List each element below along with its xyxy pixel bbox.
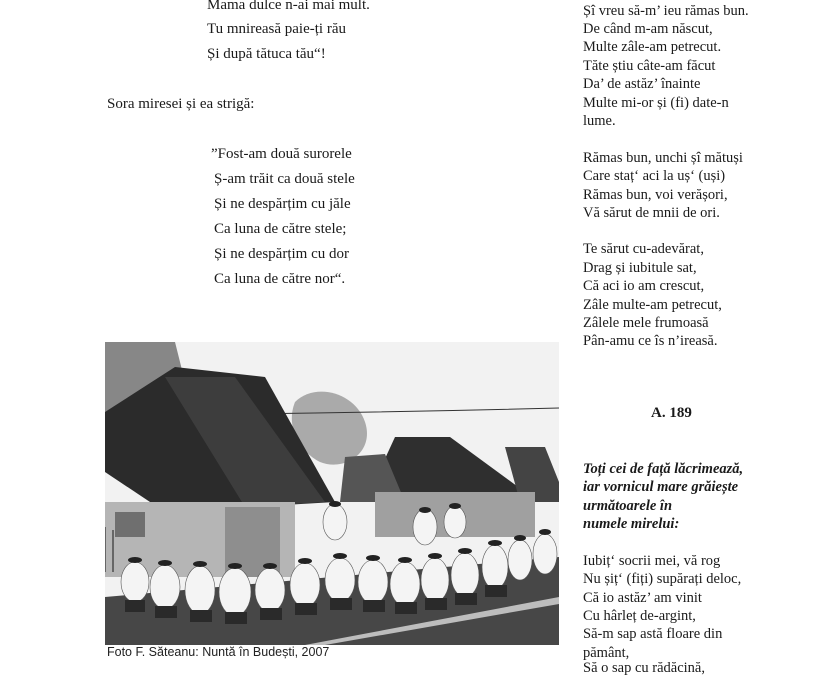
verse-line: Rămas bun, unchi șî mătuși — [583, 150, 743, 166]
verse-line: Să-m sap astă floare din — [583, 626, 723, 642]
poem-line: Tu mnireasă paie-ți rău — [207, 21, 346, 37]
verse-line: Ca luna de către nor“. — [214, 271, 346, 287]
verse-line: Rămas bun, voi verășori, — [583, 187, 728, 203]
verse-line: Nu șiț‘ (fiți) supărați deloc, — [583, 571, 742, 587]
poem-line: Mama dulce n-ai mai mult. — [207, 0, 370, 13]
verse-line: Care staț‘ aci la uș‘ (uși) — [583, 168, 726, 184]
verse-line: Multe mi-or și (fi) date-n — [583, 95, 729, 111]
verse-line: Pân-amu ce îs n’ireasă. — [583, 333, 718, 349]
verse-line: Cu hârleț de-argint, — [583, 608, 696, 624]
intro-line: Toți cei de față lăcrimează, — [583, 461, 744, 477]
narration-text: Sora miresei și ea strigă: — [107, 96, 255, 112]
intro-line: următoarele în — [583, 498, 673, 514]
verse-line: Că io astăz’ am vinit — [583, 590, 702, 606]
verse-line: pământ, — [583, 645, 630, 661]
wedding-photo — [105, 342, 559, 645]
verse-line: Și ne despărțim cu dor — [214, 246, 349, 262]
verse-line: Ș-am trăit ca două stele — [214, 171, 355, 187]
verse-line: ”Fost-am două surorele — [211, 146, 352, 162]
verse-line: Zâle multe-am petrecut, — [583, 297, 722, 313]
verse-line: Da’ de astăz’ înainte — [583, 76, 701, 92]
section-heading: A. 189 — [651, 405, 692, 421]
verse-line: Că aci io am crescut, — [583, 278, 705, 294]
verse-line: Multe zâle-am petrecut. — [583, 39, 722, 55]
verse-line: lume. — [583, 113, 616, 129]
wedding-photo-illustration — [105, 342, 559, 645]
verse-line: Și ne despărțim cu jăle — [214, 196, 351, 212]
photo-caption: Foto F. Săteanu: Nuntă în Budești, 2007 — [107, 645, 330, 659]
verse-line: Zâlele mele frumoasă — [583, 315, 709, 331]
poem-line: Și după tătuca tău“! — [207, 46, 326, 62]
verse-line: Vă sărut de mnii de ori. — [583, 205, 720, 221]
verse-line: De când m-am născut, — [583, 21, 713, 37]
verse-line: Ca luna de către stele; — [214, 221, 347, 237]
verse-line: Să o sap cu rădăcină, — [583, 660, 705, 676]
verse-line: Drag și iubitule sat, — [583, 260, 697, 276]
verse-line: Șî vreu să-m’ ieu rămas bun. — [583, 3, 749, 19]
verse-line: Iubiț‘ socrii mei, vă rog — [583, 553, 721, 569]
intro-line: iar vornicul mare grăiește — [583, 479, 739, 495]
verse-line: Te sărut cu-adevărat, — [583, 241, 704, 257]
verse-line: Tăte știu câte-am făcut — [583, 58, 716, 74]
intro-line: numele mirelui: — [583, 516, 680, 532]
